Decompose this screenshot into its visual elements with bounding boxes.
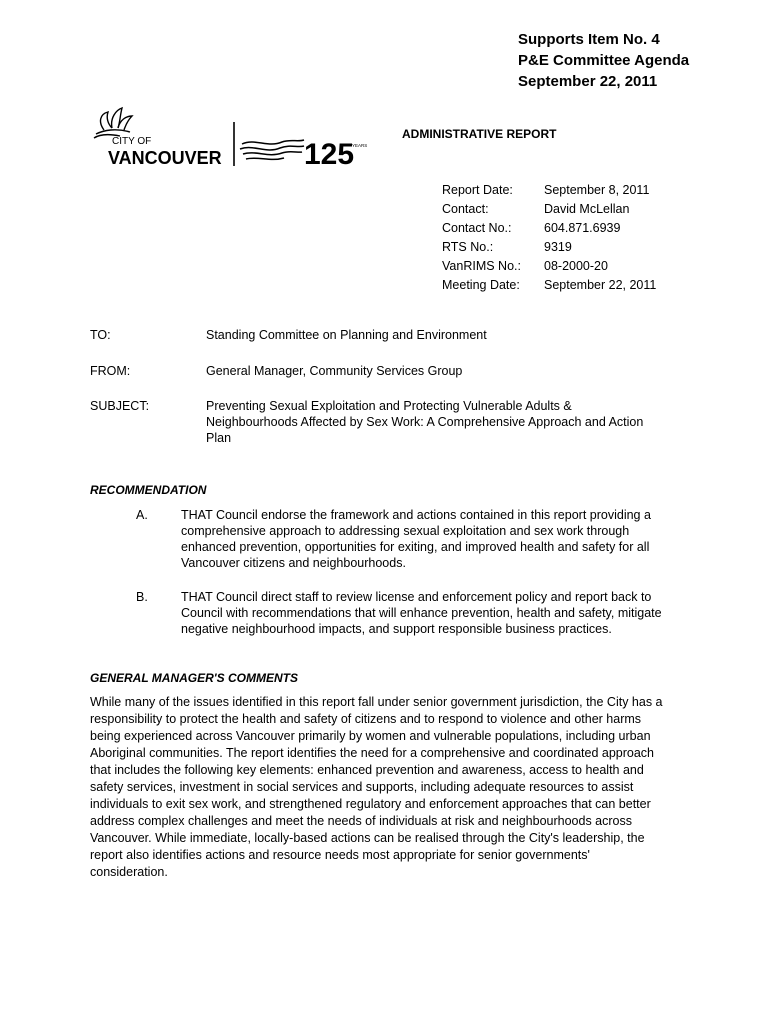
subject-value: Preventing Sexual Exploitation and Protecting Vulnerable Adults & Neighbourhoods Affected by Sex Work: A Comprehensive Approach and Action Plan [206,399,644,445]
subject-row [90,398,656,446]
meta-row [442,238,656,257]
agenda-date-line: September 22, 2011 [518,73,658,90]
supports-item-line: Supports Item No. 4 [518,31,660,48]
logo-city-of: CITY OF [112,136,152,147]
meta-label: VanRIMS No.: [442,259,521,273]
meta-label: RTS No.: [442,240,494,254]
sails-emblem-icon [94,108,132,138]
to-value: Standing Committee on Planning and Environment [206,328,487,342]
from-value: General Manager, Community Services Group [206,364,463,378]
city-of-vancouver-125-logo [90,104,375,170]
to-label: TO: [90,328,111,342]
meta-row [442,276,656,295]
meta-value: 9319 [544,240,572,254]
recommendation-letter: B. [136,590,148,604]
gm-comments-heading: GENERAL MANAGER'S COMMENTS [90,671,298,685]
supports-item-block [518,29,689,92]
meta-label: Meeting Date: [442,278,520,292]
committee-agenda-line: P&E Committee Agenda [518,52,690,69]
to-row [90,327,666,343]
recommendation-heading: RECOMMENDATION [90,483,207,497]
from-label: FROM: [90,364,131,378]
gm-comments-paragraph: While many of the issues identified in this report fall under senior government jurisdiction, the City has a responsibility to protect the health and safety of citizens and to respond to violence and other harms being experienced across Vancouver primarily by women and vulnerable populations, including urban Aboriginal communities. The report identifies the need for a comprehensive and coordinated approach that includes the following key elements: enhanced prevention and awareness, access to health and safety services, investment in social services and supports, including adequate resources to assist individuals to exit sex work, and strengthened regulatory and enforcement approaches that can better address complex challenges and meet the needs of individuals at risk and neighbourhoods across Vancouver. While immediate, locally-based actions can be realised through the City's leadership, the report also identifies actions and resource needs most appropriate for senior governments' consideration. [90,695,663,879]
meta-row [442,219,656,238]
from-row [90,363,666,379]
recommendation-text: THAT Council endorse the framework and actions contained in this report providing a comprehensive approach to addressing sexual exploitation and sex work through enhanced prevention, opportunities for exiting, and improved health and safety for all Vancouver citizens and neighbourhoods. [181,508,651,570]
recommendation-letter: A. [136,508,148,522]
report-meta-table [442,181,656,295]
report-type-title: ADMINISTRATIVE REPORT [402,127,557,141]
meta-row [442,200,656,219]
subject-label: SUBJECT: [90,399,150,413]
logo-years: YEARS [352,143,368,148]
meta-value: September 8, 2011 [544,183,650,197]
meta-row [442,181,656,200]
recommendation-item-b [136,589,671,637]
meta-label: Contact No.: [442,221,512,235]
logo-125: 125 [304,138,355,170]
meta-label: Report Date: [442,183,513,197]
meta-value: September 22, 2011 [544,278,657,292]
recommendation-text: THAT Council direct staff to review license and enforcement policy and report back to Council with recommendations that will enhance prevention, health and safety, mitigate negative neighbourhood impacts, and support responsible business practices. [181,590,662,636]
anniversary-waves-icon [240,140,304,159]
meta-value: David McLellan [544,202,630,216]
recommendation-item-a [136,507,671,571]
meta-value: 604.871.6939 [544,221,621,235]
meta-row [442,257,656,276]
meta-value: 08-2000-20 [544,259,608,273]
meta-label: Contact: [442,202,489,216]
logo-vancouver: VANCOUVER [108,148,222,168]
